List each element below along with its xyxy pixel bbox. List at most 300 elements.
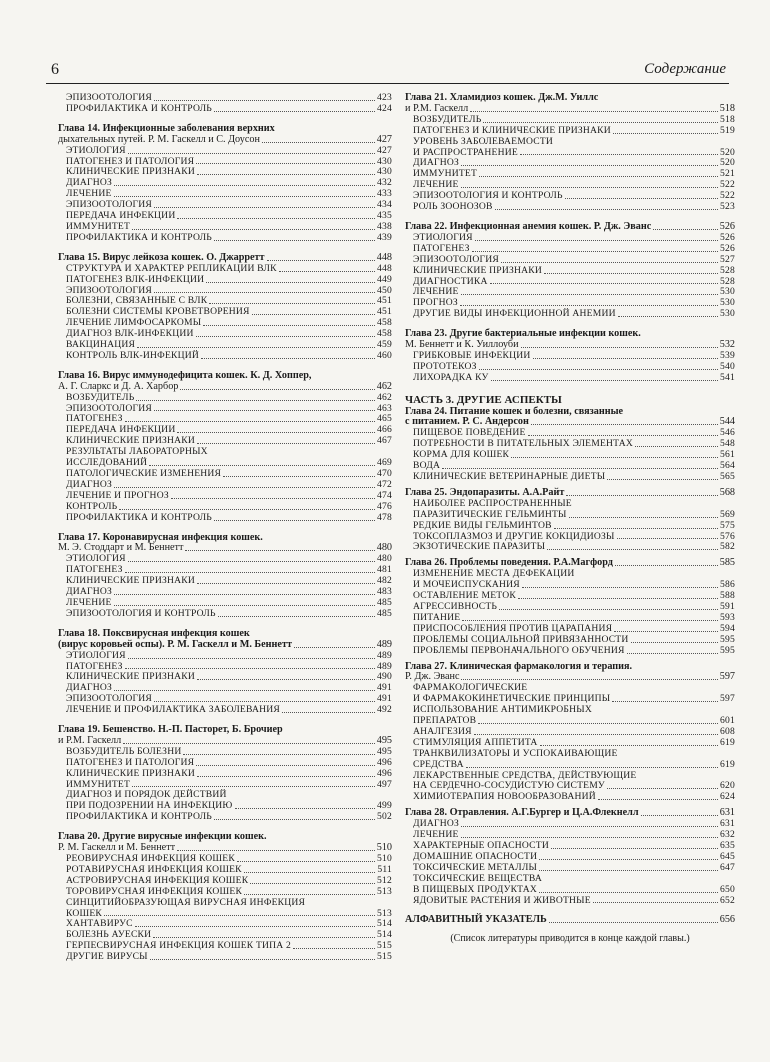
dot-leader: [128, 658, 375, 659]
page-ref: 423: [377, 92, 392, 103]
page-ref: 458: [377, 317, 392, 329]
page-ref: 492: [377, 704, 392, 716]
page-ref: 438: [377, 220, 392, 232]
page-ref: 530: [720, 308, 735, 320]
entry-title: Глава 28. Отравления. А.Г.Бургер и Ц.А.Флекнелл: [405, 807, 639, 819]
dot-leader: [171, 498, 375, 499]
dot-leader: [479, 369, 718, 370]
entry-title: ХАНТАВИРУС: [66, 918, 133, 930]
entry-title: ВОЗБУДИТЕЛЬ: [413, 113, 482, 125]
page-ref: 480: [376, 542, 392, 554]
dot-leader: [123, 743, 375, 744]
dot-leader: [125, 668, 375, 669]
toc-line: УРОВЕНЬ ЗАБОЛЕВАЕМОСТИ: [413, 135, 554, 147]
entry-title: ПРОФИЛАКТИКА И КОНТРОЛЬ: [66, 511, 213, 523]
page-ref: 480: [377, 553, 392, 565]
toc-entry: [58, 812, 392, 823]
entry-title: КОНТРОЛЬ: [66, 500, 118, 512]
entry-title: ВАКЦИНАЦИЯ: [66, 339, 136, 351]
toc-entry: [405, 896, 735, 907]
entry-title: ИССЛЕДОВАНИЙ: [66, 457, 148, 469]
page-ref: 656: [719, 914, 735, 926]
dot-leader: [149, 465, 375, 466]
page-ref: 485: [377, 607, 392, 619]
page-ref: 595: [720, 644, 735, 656]
dot-leader: [114, 487, 375, 488]
dot-leader: [617, 538, 718, 539]
toc-entry: [405, 202, 735, 213]
dot-leader: [201, 358, 375, 359]
dot-leader: [593, 902, 718, 903]
dot-leader: [598, 799, 718, 800]
entry-title: М. Беннетт и К. Уиллоуби: [405, 339, 519, 351]
spacer: [405, 384, 735, 393]
toc-line: РЕЗУЛЬТАТЫ ЛАБОРАТОРНЫХ: [66, 446, 208, 458]
page-ref: 513: [377, 885, 392, 897]
page-ref: 448: [377, 262, 392, 274]
page-ref: 522: [720, 190, 735, 202]
entry-title: В ПИЩЕВЫХ ПРОДУКТАХ: [413, 883, 538, 895]
dot-leader: [518, 598, 718, 599]
dot-leader: [125, 572, 375, 573]
entry-title: КОШЕК: [66, 907, 103, 919]
entry-title: ИММУНИТЕТ: [66, 778, 131, 790]
page-ref: 448: [376, 251, 392, 263]
chapter-heading: Глава 18. Поксвирусная инфекция кошек: [58, 627, 250, 639]
page-ref: 632: [720, 829, 735, 841]
page-ref: 619: [720, 736, 735, 748]
dot-leader: [461, 826, 718, 827]
entry-title: ПАТОГЕНЕЗ: [413, 242, 470, 254]
entry-title: ЭПИЗООТОЛОГИЯ: [66, 92, 152, 103]
entry-title: РОТАВИРУСНАЯ ИНФЕКЦИЯ КОШЕК: [66, 863, 242, 875]
page-ref: 462: [376, 380, 392, 392]
chapter-heading: Глава 21. Хламидиоз кошек. Дж.М. Уиллс: [405, 92, 599, 103]
dot-leader: [478, 723, 718, 724]
page-ref: 515: [377, 940, 392, 952]
footnote: (Список литературы приводится в конце каждой главы.): [450, 933, 690, 945]
page-ref: 427: [376, 133, 392, 145]
entry-title: И МОЧЕИСПУСКАНИЯ: [413, 579, 520, 591]
toc-entry: [405, 373, 735, 384]
entry-title: РЕДКИЕ ВИДЫ ГЕЛЬМИНТОВ: [413, 519, 552, 531]
running-header-title: Содержание: [644, 61, 726, 77]
page-ref: 593: [720, 611, 735, 623]
entry-title: ПАТОГЕНЕЗ ВЛК-ИНФЕКЦИИ: [66, 273, 205, 285]
entry-title: ПАТОГЕНЕЗ И КЛИНИЧЕСКИЕ ПРИЗНАКИ: [413, 124, 611, 136]
toc-line: ТОКСИЧЕСКИЕ ВЕЩЕСТВА: [413, 872, 543, 884]
page-ref: 518: [720, 113, 735, 125]
page-ref: 497: [377, 778, 392, 790]
page-ref: 526: [720, 242, 735, 254]
chapter-heading: Глава 23. Другие бактериальные инфекции кошек.: [405, 328, 641, 340]
toc-line: ДИАГНОЗ И ПОРЯДОК ДЕЙСТВИЙ: [66, 789, 227, 801]
dot-leader: [615, 565, 718, 566]
entry-title: КЛИНИЧЕСКИЕ ПРИЗНАКИ: [66, 435, 195, 447]
dot-leader: [511, 457, 718, 458]
entry-title: ЛЕЧЕНИЕ: [413, 179, 459, 191]
toc-entry: [405, 635, 735, 646]
entry-title: АСТРОВИРУСНАЯ ИНФЕКЦИЯ КОШЕК: [66, 874, 249, 886]
page-ref: 528: [720, 264, 735, 276]
dot-leader: [653, 229, 718, 230]
dot-leader: [214, 240, 375, 241]
entry-title: ПРОТОТЕКОЗ: [413, 360, 477, 372]
dot-leader: [475, 240, 718, 241]
page-ref: 470: [377, 468, 392, 479]
entry-title: ДИАГНОЗ: [66, 586, 113, 598]
dot-leader: [520, 154, 718, 155]
dot-leader: [262, 142, 375, 143]
chapter-entry: [58, 135, 392, 146]
dot-leader: [540, 745, 718, 746]
page-ref: 463: [377, 402, 392, 414]
toc-entry: [58, 513, 392, 524]
entry-title: М. Э. Стоддарт и М. Беннетт: [58, 542, 184, 554]
page-ref: 462: [377, 391, 392, 403]
entry-title: ВОЗБУДИТЕЛЬ: [66, 391, 135, 403]
toc-line: СИНЦИТИЙОБРАЗУЮЩАЯ ВИРУСНАЯ ИНФЕКЦИЯ: [66, 896, 306, 908]
dot-leader: [209, 303, 375, 304]
toc-line: НАИБОЛЕЕ РАСПРОСТРАНЕННЫЕ: [413, 497, 572, 509]
page-ref: 430: [377, 155, 392, 167]
dot-leader: [177, 432, 375, 433]
entry-title: ЛЕЧЕНИЕ: [413, 829, 459, 841]
page-ref: 466: [377, 424, 392, 436]
entry-title: ТОКСОПЛАЗМОЗ И ДРУГИЕ КОКЦИДИОЗЫ: [413, 530, 615, 542]
chapter-heading: Глава 24. Питание кошек и болезни, связанные: [405, 405, 624, 417]
entry-title: БОЛЕЗНЬ АУЕСКИ: [66, 929, 152, 941]
toc-entry: [405, 255, 735, 266]
page-ref: 526: [719, 220, 735, 232]
entry-title: АЛФАВИТНЫЙ УКАЗАТЕЛЬ: [405, 914, 547, 926]
page-ref: 541: [720, 371, 735, 383]
page-ref: 491: [377, 693, 392, 705]
page-ref: 620: [720, 780, 735, 792]
entry-title: ЛЕЧЕНИЕ ЛИМФОСАРКОМЫ: [66, 317, 202, 329]
dot-leader: [618, 316, 718, 317]
page-ref: 608: [720, 725, 735, 737]
entry-title: БОЛЕЗНИ, СВЯЗАННЫЕ С ВЛК: [66, 295, 208, 307]
entry-title: ВОЗБУДИТЕЛЬ БОЛЕЗНИ: [66, 745, 182, 757]
dot-leader: [607, 479, 718, 480]
entry-title: ОСТАВЛЕНИЕ МЕТОК: [413, 590, 516, 602]
dot-leader: [206, 282, 375, 283]
dot-leader: [197, 776, 375, 777]
entry-title: и Р.М. Гаскелл: [405, 102, 469, 114]
toc-entry: [405, 885, 735, 896]
page-ref: 427: [377, 144, 392, 156]
dot-leader: [197, 443, 375, 444]
dot-leader: [293, 948, 375, 949]
entry-title: ЛЕЧЕНИЕ: [66, 596, 112, 608]
part-heading: ЧАСТЬ 3. ДРУГИЕ АСПЕКТЫ: [405, 393, 562, 406]
entry-title: ВОДА: [413, 460, 441, 472]
entry-title: А. Г. Сларкс и Д. А. Харбор: [58, 380, 179, 392]
dot-leader: [114, 605, 375, 606]
dot-leader: [461, 187, 718, 188]
entry-title: ЛЕЧЕНИЕ: [66, 188, 112, 200]
page-number: 6: [51, 61, 59, 78]
entry-title: НА СЕРДЕЧНО-СОСУДИСТУЮ СИСТЕМУ: [413, 780, 605, 792]
entry-title: ПАТОГЕНЕЗ: [66, 413, 123, 425]
page-ref: 433: [377, 188, 392, 200]
entry-title: СТРУКТУРА И ХАРАКТЕР РЕПЛИКАЦИИ ВЛК: [66, 262, 277, 274]
entry-title: АГРЕССИВНОСТЬ: [413, 600, 498, 612]
page-ref: 564: [720, 460, 735, 472]
dot-leader: [554, 528, 718, 529]
entry-title: ЯДОВИТЫЕ РАСТЕНИЯ И ЖИВОТНЫЕ: [413, 894, 591, 906]
entry-title: ИММУНИТЕТ: [66, 220, 131, 232]
entry-title: ИММУНИТЕТ: [413, 168, 478, 180]
entry-title: Глава 15. Вирус лейкоза кошек. О. Джарретт: [58, 251, 265, 263]
chapter-heading: Глава 27. Клиническая фармакология и терапия.: [405, 660, 633, 672]
dot-leader: [461, 294, 718, 295]
chapter-heading: Глава 17. Коронавирусная инфекция кошек.: [58, 531, 263, 543]
entry-title: КЛИНИЧЕСКИЕ ВЕТЕРИНАРНЫЕ ДИЕТЫ: [413, 471, 606, 482]
page-ref: 513: [377, 907, 392, 919]
entry-title: ХИМИОТЕРАПИЯ НОВООБРАЗОВАНИЙ: [413, 791, 596, 803]
page-ref: 631: [719, 807, 735, 819]
dot-leader: [612, 701, 718, 702]
dot-leader: [470, 111, 718, 112]
entry-title: ПРОФИЛАКТИКА И КОНТРОЛЬ: [66, 811, 213, 823]
toc-entry: [58, 146, 392, 157]
dot-leader: [495, 209, 718, 210]
page-ref: 548: [720, 438, 735, 450]
toc-entry: [58, 502, 392, 513]
entry-title: ЭПИЗООТОЛОГИЯ: [413, 253, 499, 265]
entry-title: ПИТАНИЕ: [413, 611, 461, 623]
dot-leader: [218, 616, 375, 617]
toc-line: ИСПОЛЬЗОВАНИЕ АНТИМИКРОБНЫХ: [413, 704, 592, 716]
dot-leader: [154, 292, 375, 293]
dot-leader: [185, 550, 374, 551]
dot-leader: [521, 347, 718, 348]
page-ref: 460: [377, 349, 392, 361]
dot-leader: [154, 207, 375, 208]
page-ref: 645: [720, 850, 735, 862]
dot-leader: [627, 653, 718, 654]
entry-title: ПРОГНОЗ: [413, 297, 458, 309]
page-ref: 544: [719, 416, 735, 428]
entry-title: ЛЕЧЕНИЕ И ПРОГНОЗ: [66, 489, 169, 501]
dot-leader: [128, 561, 375, 562]
page-ref: 522: [720, 179, 735, 191]
entry-title: ДИАГНОЗ: [413, 818, 460, 830]
dot-leader: [114, 690, 375, 691]
page-ref: 434: [377, 199, 392, 211]
entry-title: ПРОБЛЕМЫ СОЦИАЛЬНОЙ ПРИВЯЗАННОСТИ: [413, 633, 629, 645]
page-ref: 652: [720, 894, 735, 906]
dot-leader: [566, 495, 717, 496]
dot-leader: [461, 679, 717, 680]
dot-leader: [154, 701, 375, 702]
entry-title: ЭПИЗООТОЛОГИЯ: [66, 284, 152, 296]
dot-leader: [235, 808, 376, 809]
page-ref: 597: [720, 693, 735, 705]
entry-title: ЛЕЧЕНИЕ И ПРОФИЛАКТИКА ЗАБОЛЕВАНИЯ: [66, 704, 280, 716]
dot-leader: [539, 870, 718, 871]
page-ref: 511: [377, 863, 392, 875]
page-ref: 474: [377, 489, 392, 501]
dot-leader: [132, 229, 375, 230]
dot-leader: [614, 631, 718, 632]
dot-leader: [547, 549, 718, 550]
dot-leader: [197, 174, 375, 175]
entry-title: ПАТОГЕНЕЗ И ПАТОЛОГИЯ: [66, 155, 195, 167]
entry-title: ЭПИЗООТОЛОГИЯ: [66, 199, 152, 211]
entry-title: ПАТОГЕНЕЗ И ПАТОЛОГИЯ: [66, 756, 195, 768]
page-ref: 619: [720, 758, 735, 770]
toc-entry: [58, 609, 392, 620]
entry-title: Р. М. Гаскелл и М. Беннетт: [58, 842, 176, 854]
page-ref: 576: [720, 530, 735, 542]
dot-leader: [442, 468, 718, 469]
dot-leader: [214, 520, 375, 521]
page-ref: 561: [720, 449, 735, 461]
toc-entry: [58, 264, 392, 275]
dot-leader: [565, 198, 718, 199]
dot-leader: [183, 754, 375, 755]
page-ref: 528: [720, 275, 735, 287]
entry-title: Р. Дж. Эванс: [405, 671, 460, 683]
dot-leader: [528, 435, 718, 436]
dot-leader: [153, 937, 375, 938]
dot-leader: [501, 262, 718, 263]
toc-entry: [405, 309, 735, 320]
toc-entry: [58, 769, 392, 780]
entry-title: ДОМАШНИЕ ОПАСНОСТИ: [413, 850, 538, 862]
toc-entry: [58, 351, 392, 362]
page-ref: 519: [720, 124, 735, 136]
page-ref: 527: [720, 253, 735, 265]
entry-title: И РАСПРОСТРАНЕНИЕ: [413, 146, 518, 158]
entry-title: ЛИХОРАДКА КУ: [413, 371, 489, 383]
entry-title: ДРУГИЕ ВИРУСЫ: [66, 951, 148, 963]
chapter-entry: [58, 640, 392, 651]
page-ref: 631: [720, 818, 735, 830]
page-ref: 520: [720, 157, 735, 169]
entry-title: ДИАГНОЗ: [66, 177, 113, 189]
page-ref: 594: [720, 622, 735, 634]
dot-leader: [635, 446, 718, 447]
dot-leader: [569, 517, 718, 518]
page-ref: 521: [720, 168, 735, 180]
page-ref: 539: [720, 349, 735, 361]
dot-leader: [177, 218, 375, 219]
page-ref: 424: [377, 102, 392, 114]
page-ref: 476: [377, 500, 392, 512]
entry-title: ПРОФИЛАКТИКА И КОНТРОЛЬ: [66, 102, 213, 114]
dot-leader: [539, 859, 718, 860]
page-ref: 499: [377, 800, 392, 812]
entry-title: ЭПИЗООТОЛОГИЯ И КОНТРОЛЬ: [66, 607, 216, 619]
dot-leader: [466, 767, 718, 768]
toc-entry: [58, 275, 392, 286]
page-ref: 515: [377, 951, 392, 963]
entry-title: ЭКЗОТИЧЕСКИЕ ПАРАЗИТЫ: [413, 541, 546, 553]
chapter-heading: Глава 20. Другие вирусные инфекции кошек.: [58, 831, 267, 843]
entry-title: (вирус коровьей оспы). Р. М. Гаскелл и М. Беннетт: [58, 638, 292, 650]
dot-leader: [460, 305, 718, 306]
dot-leader: [549, 922, 718, 923]
entry-title: Глава 25. Эндопаразиты. А.А.Райт: [405, 486, 565, 498]
page-ref: 451: [377, 306, 392, 318]
page-ref: 582: [720, 541, 735, 553]
dot-leader: [196, 765, 375, 766]
dot-leader: [104, 915, 375, 916]
dot-leader: [197, 583, 375, 584]
entry-title: ПЕРЕДАЧА ИНФЕКЦИИ: [66, 210, 176, 222]
page-ref: 449: [377, 273, 392, 285]
dot-leader: [132, 786, 375, 787]
entry-title: Глава 26. Проблемы поведения. Р.А.Магфорд: [405, 557, 613, 569]
entry-title: ДИАГНОЗ ВЛК-ИНФЕКЦИИ: [66, 328, 194, 340]
dot-leader: [119, 509, 375, 510]
dot-leader: [135, 926, 375, 927]
entry-title: с питанием. Р. С. Андерсон: [405, 416, 529, 428]
dot-leader: [136, 400, 375, 401]
page-ref: 458: [377, 328, 392, 340]
entry-title: ПРОБЛЕМЫ ПЕРВОНАЧАЛЬНОГО ОБУЧЕНИЯ: [413, 644, 625, 656]
page-ref: 591: [720, 600, 735, 612]
page-ref: 495: [376, 734, 392, 746]
dot-leader: [114, 196, 375, 197]
page-ref: 635: [720, 840, 735, 851]
dot-leader: [137, 347, 375, 348]
entry-title: КЛИНИЧЕСКИЕ ПРИЗНАКИ: [66, 671, 195, 683]
dot-leader: [544, 273, 718, 274]
dot-leader: [252, 314, 375, 315]
page-ref: 588: [720, 590, 735, 602]
page-ref: 469: [377, 457, 392, 469]
page-ref: 512: [377, 874, 392, 886]
toc-entry: [405, 542, 735, 553]
dot-leader: [474, 734, 718, 735]
page-ref: 465: [377, 413, 392, 425]
chapter-entry: [405, 915, 735, 926]
dot-leader: [613, 133, 718, 134]
page-ref: 491: [377, 682, 392, 694]
dot-leader: [150, 959, 375, 960]
page-ref: 489: [377, 660, 392, 672]
dot-leader: [197, 679, 375, 680]
dot-leader: [479, 176, 718, 177]
page-ref: 585: [719, 557, 735, 569]
page-ref: 514: [377, 929, 392, 941]
dot-leader: [607, 788, 718, 789]
dot-leader: [237, 861, 375, 862]
entry-title: ПАРАЗИТИЧЕСКИЕ ГЕЛЬМИНТЫ: [413, 508, 567, 520]
entry-title: ДИАГНОЗ: [413, 157, 460, 169]
page-ref: 530: [720, 286, 735, 298]
entry-title: КЛИНИЧЕСКИЕ ПРИЗНАКИ: [66, 767, 195, 779]
dot-leader: [154, 100, 375, 101]
dot-leader: [203, 325, 375, 326]
entry-title: СТИМУЛЯЦИЯ АППЕТИТА: [413, 736, 538, 748]
page-ref: 435: [377, 210, 392, 222]
entry-title: И ФАРМАКОКИНЕТИЧЕСКИЕ ПРИНЦИПЫ: [413, 693, 611, 705]
dot-leader: [539, 892, 718, 893]
entry-title: ПРИ ПОДОЗРЕНИИ НА ИНФЕКЦИЮ: [66, 800, 233, 812]
dot-leader: [196, 163, 375, 164]
page-ref: 568: [719, 486, 735, 498]
toc-entry: [405, 266, 735, 277]
page-ref: 540: [720, 360, 735, 372]
entry-title: ЭТИОЛОГИЯ: [66, 553, 126, 565]
dot-leader: [180, 389, 374, 390]
